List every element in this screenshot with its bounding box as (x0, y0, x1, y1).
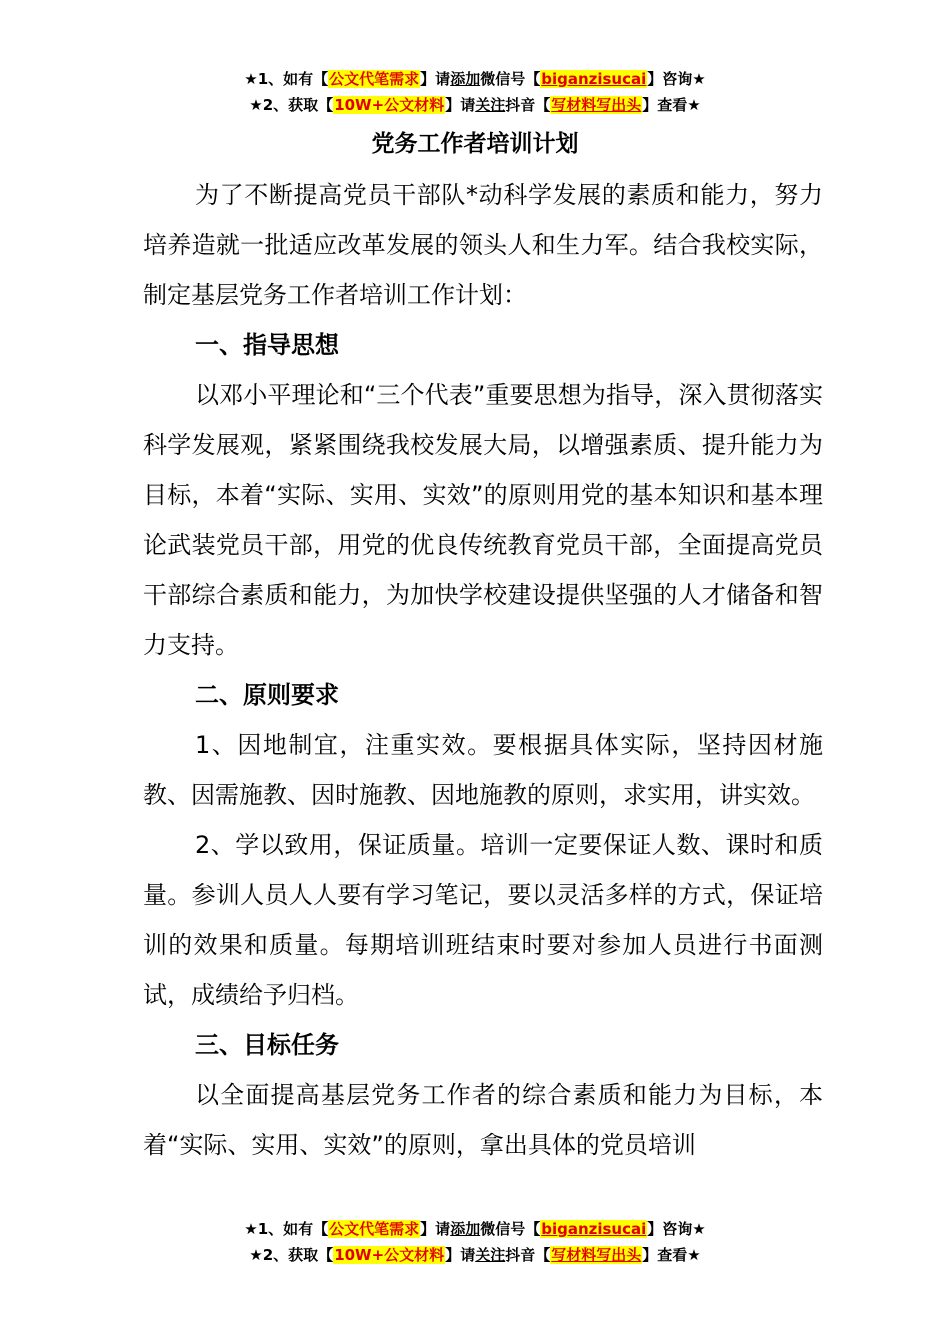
principle-item-2: 2、学以致用，保证质量。培训一定要保证人数、课时和质量。参训人员人人要有学习笔记，要以灵活多样的方式，保证培训的效果和质量。每期培训班结束时要对参加人员进行书面测试，成绩给予归档。 (143, 831, 823, 1009)
banner-line-2 (0, 92, 950, 118)
section-paragraph: 以全面提高基层党务工作者的综合素质和能力为目标，本着“实际、实用、实效”的原则，拿出具体的党员培训 (143, 1081, 823, 1159)
bottom-banner (0, 1216, 950, 1268)
banner-highlight: 公文代笔需求 (329, 70, 420, 88)
banner-highlight: 10W+公文材料 (334, 96, 445, 114)
banner-douyin-id: 写材料写出头 (551, 96, 642, 114)
banner-text: 抖音【 (505, 1246, 551, 1264)
banner-line-2 (0, 1242, 950, 1268)
document-body (143, 170, 823, 1170)
banner-underlined-text: 添加 (450, 1220, 481, 1238)
banner-text: ★1、如有【 (244, 1220, 329, 1238)
banner-line-1 (0, 66, 950, 92)
principle-item-1: 1、因地制宜，注重实效。要根据具体实际，坚持因材施教、因需施教、因时施教、因地施教的原则，求实用，讲实效。 (143, 731, 823, 809)
banner-text: 】请 (445, 1246, 476, 1264)
banner-wechat-id: biganzisucai (541, 1220, 647, 1238)
banner-underlined-text: 关注 (475, 96, 506, 114)
banner-text: 】咨询★ (647, 1220, 706, 1238)
section-paragraph: 以邓小平理论和“三个代表”重要思想为指导，深入贯彻落实科学发展观，紧紧围绕我校发展大局，以增强素质、提升能力为目标，本着“实际、实用、实效”的原则用党的基本知识和基本理论武装党员干部，用党的优良传统教育党员干部，全面提高党员干部综合素质和能力，为加快学校建设提供坚强的人才储备和智力支持。 (143, 381, 823, 659)
banner-text: ★2、获取【 (249, 96, 334, 114)
banner-text: 】请 (445, 96, 476, 114)
banner-underlined-text: 添加 (450, 70, 481, 88)
banner-text: 】查看★ (642, 96, 701, 114)
banner-text: 抖音【 (505, 96, 551, 114)
banner-text: 微信号【 (480, 70, 541, 88)
banner-underlined-text: 关注 (475, 1246, 506, 1264)
section-heading-guiding-ideology: 一、指导思想 (195, 331, 339, 359)
banner-wechat-id: biganzisucai (541, 70, 647, 88)
section-heading-principles: 二、原则要求 (195, 681, 339, 709)
banner-text: ★1、如有【 (244, 70, 329, 88)
banner-text: ★2、获取【 (249, 1246, 334, 1264)
banner-douyin-id: 写材料写出头 (551, 1246, 642, 1264)
document-title: 党务工作者培训计划 (371, 131, 579, 157)
banner-highlight: 10W+公文材料 (334, 1246, 445, 1264)
banner-text: 】咨询★ (647, 70, 706, 88)
banner-text: 】请 (420, 1220, 451, 1238)
banner-text: 】查看★ (642, 1246, 701, 1264)
intro-paragraph: 为了不断提高党员干部队*动科学发展的素质和能力，努力培养造就一批适应改革发展的领头人和生力军。结合我校实际，制定基层党务工作者培训工作计划： (143, 181, 823, 309)
banner-text: 】请 (420, 70, 451, 88)
top-banner (0, 66, 950, 118)
section-heading-goals: 三、目标任务 (195, 1031, 339, 1059)
banner-highlight: 公文代笔需求 (329, 1220, 420, 1238)
banner-text: 微信号【 (480, 1220, 541, 1238)
banner-line-1 (0, 1216, 950, 1242)
